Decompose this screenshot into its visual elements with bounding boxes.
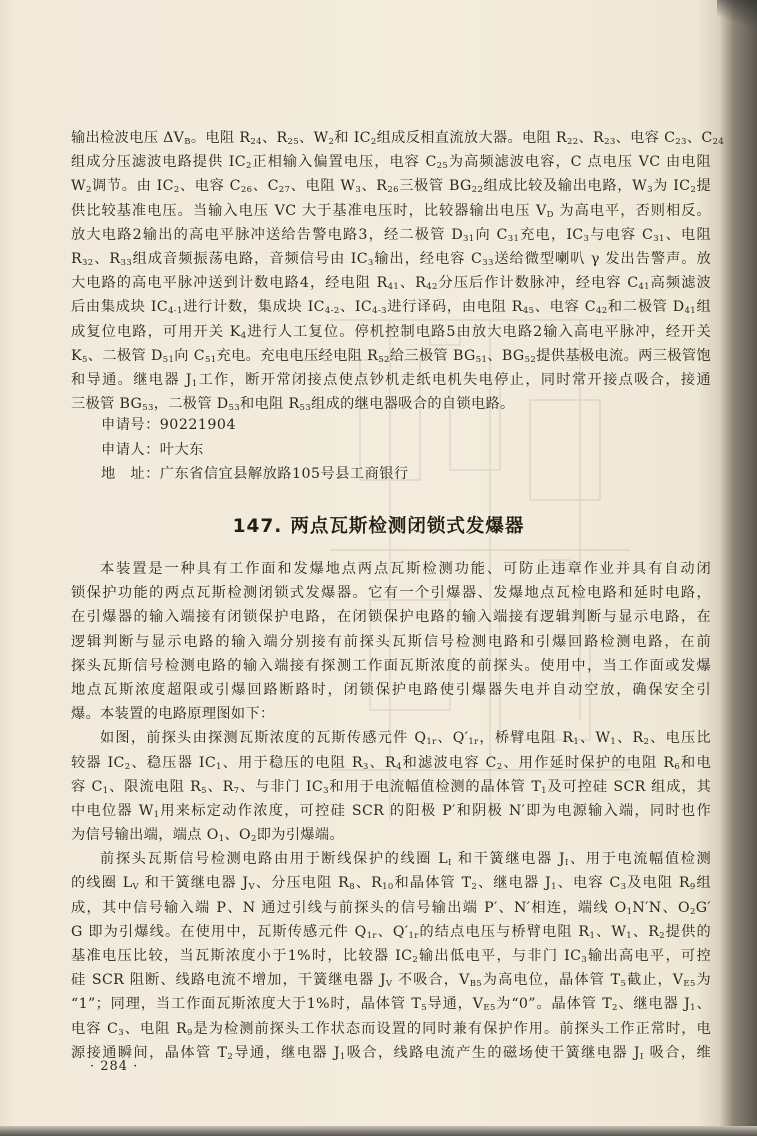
text-line: 和导通。继电器 $J_1$工作，断开常闭接点使点钞机走纸电机失电停止，同时常开接点吸合，接通 — [71, 371, 711, 389]
text-line: 本装置是一种具有工作面和发爆地点两点瓦斯检测功能、可防止违章作业并具有自动闭 — [100, 561, 711, 577]
text-line: 组成分压滤波电路提供 $IC_2$正相输入偏置电压，电容 $C_{25}$为高频滤波电容，C 点电压 VC 由电阻 — [71, 154, 711, 172]
text-line: 地点瓦斯浓度超限或引爆回路断路时，闭锁保护电路使引爆器失电并自动空放，确保安全引 — [71, 681, 711, 698]
previous-entry-text — [71, 126, 725, 416]
subscript: 52 — [524, 354, 537, 365]
subscript: I — [639, 1051, 644, 1062]
subscript: 2 — [173, 185, 180, 196]
subscript: 2 — [471, 882, 478, 893]
text-line: 大电路的高电平脉冲送到计数电路4，经电阻 $R_{41}$、$R_{42}$分压后作计数脉冲，经电容 $C_{41}$高频滤波 — [71, 275, 711, 293]
subscript: 1r — [468, 737, 479, 748]
subscript: 23 — [604, 137, 616, 147]
section-body-text — [71, 557, 711, 1065]
subscript: 4-3 — [372, 306, 387, 317]
text-line: $W_2$调节。由 $IC_2$、电容 $C_{26}$、$C_{27}$、电阻 $W_3$、$R_{26}$三极管 $BG_{22}$组成比较及输出电路，$W_3$为 $IC_2$提 — [71, 178, 712, 196]
subscript: 53 — [299, 403, 312, 414]
text-line: 如图，前探头由探测瓦斯浓度的瓦斯传感元件 $Q_{1r}$、$Q'_{1r}$，桥臂电阻 $R_1$、$W_1$、$R_2$、电压比 — [100, 730, 711, 748]
subscript: 1r — [426, 737, 437, 748]
subscript: 42 — [426, 282, 438, 293]
subscript: 2 — [689, 906, 696, 917]
section-title: 两点瓦斯检测闭锁式发爆器 — [290, 516, 525, 537]
text-line: 供比较基准电压。当输入电压 VC 大于基准电压时，比较器输出电压 $V_D$ 为高电平，否则相反。 — [71, 202, 711, 220]
subscript: 1 — [153, 809, 160, 820]
text-line: 源接通瞬间，晶体管 $T_2$导通，继电器 $J_1$吸合，线路电流产生的磁场使干簧继电器 $J_I$ 吸合，维 — [71, 1044, 712, 1062]
subscript: V — [248, 882, 255, 893]
subscript: 25 — [287, 137, 300, 147]
subscript: 2 — [659, 930, 665, 941]
subscript: 51 — [475, 354, 488, 365]
subscript: 2 — [245, 161, 252, 172]
subscript: 22 — [471, 185, 484, 196]
subscript: 2 — [85, 185, 92, 196]
subscript: 3 — [367, 257, 374, 268]
subscript: 1 — [218, 834, 225, 845]
subscript: 52 — [378, 354, 390, 365]
subscript: 42 — [595, 306, 608, 317]
subscript: E5 — [683, 979, 696, 990]
subscript: 2 — [612, 1003, 618, 1014]
subscript: 3 — [583, 233, 590, 244]
text-line: 的线圈 $L_V$ 和干簧继电器 $J_V$、分压电阻 $R_8$、$R_{10}$和晶体管 $T_2$、继电器 $J_1$、电容 $C_3$及电阻 $R_9$组 — [71, 875, 712, 893]
text-line: 容 $C_1$、限流电阻 $R_5$、$R_7$、与非门 $IC_3$和用于电流幅值检测的晶体管 $T_1$及可控硅 SCR 组成，其 — [71, 778, 711, 796]
text-line: 为信号输出端，端点 $O_1$、$O_2$即为引爆端。 — [71, 827, 344, 845]
subscript: 3 — [620, 882, 627, 893]
text-line: 电容 $C_3$、电阻 $R_9$是为检测前探头工作状态而设置的同时兼有保护作用。前探头工作正常时，电 — [71, 1020, 711, 1038]
subscript: 1r — [366, 930, 377, 941]
subscript: 4-2 — [324, 306, 340, 317]
subscript: 22 — [566, 137, 579, 147]
application-number-label: 申请号： — [101, 417, 160, 433]
subscript: 3 — [323, 785, 329, 796]
subscript: 27 — [278, 185, 291, 196]
text-line: 较器 $IC_2$、稳压器 $IC_1$、用于稳压的电阻 $R_3$、$R_4$和滤波电容 $C_2$、用作延时保护的电阻 $R_6$和电 — [71, 754, 711, 772]
text-line: 成，其中信号输入端 P、N 通过引线与前探头的信号输出端 P′、N′相连，端线 $O_1N'N$、$O_2G'$ — [71, 899, 711, 917]
subscript: 3 — [647, 185, 653, 196]
text-line: 基准电压比较，当瓦斯浓度小于1%时，比较器 $IC_2$输出低电平，与非门 $IC_3$输出高电平，可控 — [71, 948, 711, 965]
subscript: 32 — [82, 257, 94, 268]
subscript: 31 — [653, 233, 665, 244]
text-line: “1”；同理，当工作面瓦斯浓度大于1%时，晶体管 $T_5$导通，$V_{E5}$为“0”。晶体管 $T_2$、继电器 $J_1$、 — [71, 996, 711, 1014]
subscript: 2 — [227, 1051, 234, 1062]
subscript: D — [546, 209, 554, 220]
subscript: B — [184, 137, 191, 147]
subscript: 9 — [689, 882, 696, 893]
subscript: 4 — [395, 761, 402, 772]
subscript: 1 — [541, 785, 547, 796]
page-bottom-edge — [0, 1126, 757, 1136]
subscript: 1 — [626, 930, 633, 941]
text-line: 放大电路2输出的高电平脉冲送给告警电路3，经二极管 $D_{31}$向 $C_{31}$充电，$IC_3$与电容 $C_{31}$、电阻 — [71, 226, 711, 244]
subscript: 7 — [233, 785, 240, 796]
address-row — [101, 462, 409, 487]
subscript: 26 — [387, 185, 399, 196]
subscript: 31 — [507, 233, 520, 244]
applicant-label: 申请人： — [101, 441, 160, 458]
text-line: 三极管 $BG_{53}$，二极管 $D_{53}$和电阻 $R_{53}$组成的继电器吸合的自锁电路。 — [71, 396, 515, 414]
subscript: 2 — [370, 137, 377, 147]
subscript: 25 — [436, 161, 449, 172]
subscript: 3 — [118, 1027, 125, 1038]
text-line: 输出检波电压 $\Delta V_B$。电阻 $R_{24}$、$R_{25}$、$W_2$和 $IC_2$组成反相直流放大器。电阻 $R_{22}$、$R_{23}$、电容 $C_{23}$、$C_{24}$ — [71, 130, 725, 147]
subscript: 53 — [228, 403, 241, 414]
subscript: 41 — [638, 282, 650, 293]
subscript: 1 — [626, 906, 633, 917]
subscript: 3 — [581, 955, 588, 965]
address-label: 地 址： — [101, 466, 160, 482]
subscript: 8 — [349, 882, 355, 893]
subscript: 1 — [191, 378, 198, 389]
subscript: 2 — [124, 761, 131, 772]
subscript: 51 — [204, 354, 217, 365]
subscript: 4 — [240, 330, 247, 341]
subscript: 1 — [573, 737, 580, 748]
subscript: 41 — [684, 306, 697, 317]
subscript: 24 — [712, 137, 725, 147]
subscript: 53 — [142, 403, 154, 414]
text-line: 前探头瓦斯信号检测电路由用于断线保护的线圈 $L_I$ 和干簧继电器 $J_I$、用于电流幅值检测 — [100, 851, 712, 869]
subscript: 1 — [690, 1003, 696, 1014]
subscript: 6 — [674, 761, 681, 772]
subscript: 26 — [240, 185, 253, 196]
subscript: 4-1 — [168, 306, 183, 317]
applicant-info — [101, 413, 409, 487]
page-number: · 284 · — [90, 1059, 139, 1074]
text-line: 后由集成块 $IC_{4-1}$进行计数，集成块 $IC_{4-2}$、$IC_{4-3}$进行译码，由电阻 $R_{45}$、电容 $C_{42}$和二极管 $D_{41}$组 — [71, 299, 711, 317]
text-line: G 即为引爆线。在使用中，瓦斯传感元件 $Q_{1r}$、$Q'_{1r}$的结点电压与桥臂电阻 $R_1$、$W_1$、$R_2$提供的 — [71, 923, 711, 941]
subscript: 24 — [250, 137, 262, 147]
subscript: 5 — [421, 1003, 427, 1014]
subscript: 23 — [675, 137, 687, 147]
subscript: 2 — [250, 834, 257, 845]
text-line: 成复位电路，可用开关 $K_4$进行人工复位。停机控制电路5由放大电路2输入高电平脉冲，经开关 — [71, 323, 711, 341]
subscript: 5 — [620, 979, 627, 990]
text-line: $K_5$、二极管 $D_{51}$向 $C_{51}$充电。充电电压经电阻 $R_{52}$给三极管 $BG_{51}$、$BG_{52}$提供基极电流。两三极管饱 — [71, 347, 711, 365]
subscript: 9 — [187, 1027, 193, 1038]
subscript: 10 — [382, 882, 394, 893]
application-number: 90221904 — [159, 417, 236, 433]
applicant-row — [101, 438, 409, 463]
subscript: 33 — [482, 257, 494, 268]
subscript: 1r — [408, 930, 419, 941]
subscript: I — [564, 858, 569, 869]
subscript: 1 — [216, 761, 222, 772]
subscript: B5 — [469, 979, 483, 990]
section-number: 147. — [232, 516, 283, 537]
subscript: 1 — [551, 882, 557, 893]
text-line: 中电位器 $W_1$用来标定动作浓度，可控硅 SCR 的阳极 P′和阴极 N′即为电源输入端，同时也作 — [71, 802, 711, 820]
subscript: 33 — [120, 257, 132, 268]
subscript: 3 — [355, 185, 362, 196]
subscript: 2 — [412, 955, 419, 965]
subscript: 1 — [589, 930, 596, 941]
subscript: 3 — [362, 761, 369, 772]
text-line: 逻辑判断与显示电路的输入端分别接有前探头瓦斯信号检测电路和引爆回路检测电路，在前 — [71, 633, 711, 650]
applicant-name: 叶大东 — [159, 441, 204, 458]
subscript: 1 — [610, 737, 617, 748]
section-heading — [0, 512, 757, 538]
subscript: 2 — [690, 185, 697, 196]
subscript: 5 — [81, 354, 88, 365]
subscript: 5 — [201, 785, 207, 796]
subscript: V — [132, 882, 139, 893]
subscript: 45 — [522, 306, 535, 317]
subscript: 2 — [328, 137, 335, 147]
subscript: 31 — [463, 233, 475, 244]
subscript: 51 — [162, 354, 175, 365]
text-line: 在引爆器的输入端接有闭锁保护电路，在闭锁保护电路的输入端接有逻辑判断与显示电路，在 — [71, 609, 711, 626]
subscript: E5 — [483, 1003, 496, 1014]
subscript: 2 — [643, 737, 650, 748]
text-line: 爆。本装置的电路原理图如下： — [71, 706, 275, 723]
application-number-row — [101, 413, 409, 438]
subscript: I — [448, 858, 452, 869]
subscript: 1 — [102, 785, 109, 796]
text-line: 锁保护功能的两点瓦斯检测闭锁式发爆器。它有一个引爆器、发爆地点瓦检电路和延时电路， — [71, 585, 711, 602]
text-line: $R_{32}$、$R_{33}$组成音频振荡电路，音频信号由 $IC_3$输出，经电容 $C_{33}$送给微型喇叭 γ 发出告警声。放 — [71, 250, 711, 268]
page-corner-shadow — [717, 0, 757, 30]
text-line: 硅 SCR 阻断、线路电流不增加，干簧继电器 $J_V$ 不吸合，$V_{B5}$为高电位，晶体管 $T_5$截止，$V_{E5}$为 — [71, 972, 711, 990]
address: 广东省信宜县解放路105号县工商银行 — [159, 466, 409, 482]
text-line: 探头瓦斯信号检测电路的输入端接有探测工作面瓦斯浓度的前探头。使用中，当工作面或发爆 — [71, 657, 711, 674]
subscript: V — [385, 979, 393, 990]
subscript: 1 — [339, 1051, 346, 1062]
subscript: 41 — [387, 282, 400, 293]
subscript: 2 — [496, 761, 503, 772]
